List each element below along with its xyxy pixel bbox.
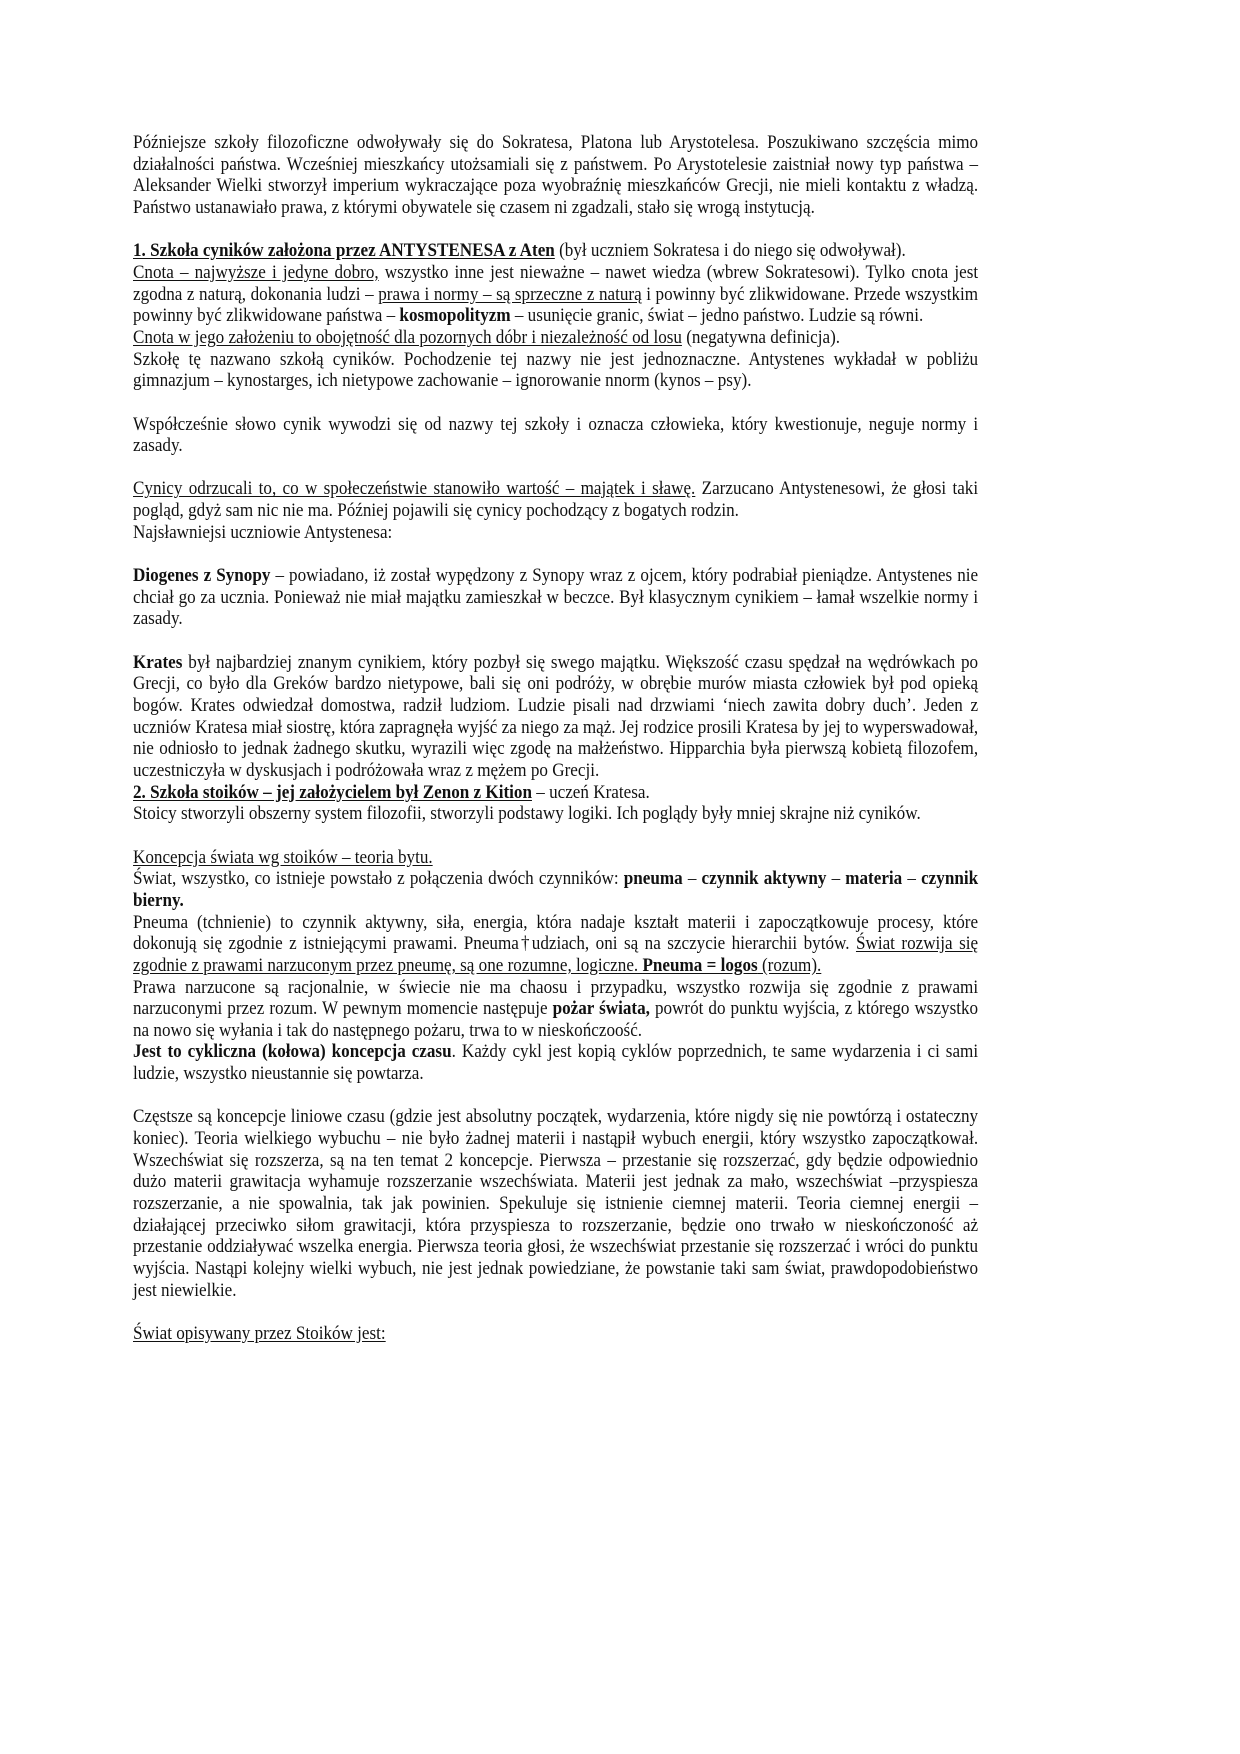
text-run: – powiadano, iż został wypędzony z Synopy wraz z ojcem, który podrabiał pieniądze. Antystenes nie chciał go za ucznia. Ponieważ nie miał majątku zamieszkał w beczce. Był klasycznym cynikiem – łamał wszelkie normy i zasady. [133,565,979,630]
text-run: – uczeń Kratesa. [531,781,650,803]
bold-text: Krates [133,651,183,673]
text-run: i powinny być zlikwidowane. Przede wszystkim powinny być zlikwidowane państwa – [133,283,979,327]
text-run: powrót do punktu wyjścia, z którego wszystko na nowo się wyłania i tak do następnego pożaru, trwa to w nieskończoość. [133,998,979,1041]
paragraph [133,565,978,630]
paragraph [133,522,978,544]
blank-line [133,543,978,565]
paragraph [133,262,978,327]
blank-line [133,630,978,652]
paragraph [133,782,978,804]
text-run: Stoicy stworzyli obszerny system filozofii, stworzyli podstawy logiki. Ich poglądy były mniej skrajne niż cyników. [133,803,921,825]
blank-line [133,457,978,479]
paragraph [133,349,978,392]
underlined-text: Cnota – najwyższe i jedyne dobro, [133,261,379,283]
paragraph [133,327,978,349]
text-run: . Każdy cykl jest kopią cyklów poprzednich, te same wydarzenia i ci sami ludzie, wszystko nieustannie się powtarza. [133,1041,979,1085]
bold-text: Jest to cykliczna (kołowa) koncepcja czasu [133,1041,452,1063]
paragraph [133,912,978,977]
text-run: – usunięcie granic, świat – jedno państwo. Ludzie są równi. [510,305,924,327]
underlined-text: Cnota w jego założeniu to obojętność dla pozornych dóbr i niezależność od losu [133,326,682,348]
blank-line [133,1301,978,1323]
text-run: Zarzucano Antystenesowi, że głosi taki pogląd, gdyż sam nic nie ma. Później pojawili się cynicy pochodzący z bogatych rodzin. [133,478,979,522]
paragraph [133,652,978,782]
bold-text: czynnik aktywny [701,868,827,890]
bold-text: Diogenes z Synopy [133,565,271,587]
text-run: (był uczniem Sokratesa i do niego się odwoływał). [554,240,906,262]
paragraph [133,1323,978,1345]
paragraph [133,1106,978,1301]
text-run: Późniejsze szkoły filozoficzne odwoływały się do Sokratesa, Platona lub Arystotelesa. Poszukiwano szczęścia mimo działalności państwa. Wcześniej mieszkańcy utożsamiali się z państwem. Po Arystotelesie zaistniał nowy typ państwa – Aleksander Wielki stworzył imperium wykraczające poza wyobraźnię mieszkańców Grecji, nie mieli kontaktu z władzą. Państwo ustanawiało prawa, z którymi obywatele się czasem ni zgadzali, stało się wrogą instytucją. [133,132,979,218]
bold-text: 1. Szkoła cyników założona przez ANTYSTENESA z Aten [133,240,555,262]
underlined-text: Cynicy odrzucali to, co w społeczeństwie stanowiło wartość – majątek i sławę. [133,478,696,500]
text-run: Najsławniejsi uczniowie Antystenesa: [133,521,393,543]
text-run: Pneuma (tchnienie) to czynnik aktywny, siła, energia, która nadaje kształt materii i zapoczątkowuje procesy, które dokonują się zgodnie z istniejącymi prawami. Pneuma†udziach, oni są na szczycie hierarchii bytów. [133,911,979,955]
text-run: Współcześnie słowo cynik wywodzi się od nazwy tej szkoły i oznacza człowieka, który kwestionuje, neguje normy i zasady. [133,413,979,457]
paragraph [133,803,978,825]
underlined-text: prawa i normy – są sprzeczne z naturą [378,283,642,305]
blank-line [133,219,978,241]
paragraph [133,414,978,457]
paragraph [133,977,978,1042]
text-run: Szkołę tę nazwano szkołą cyników. Pochodzenie tej nazwy nie jest jednoznaczne. Antystenes wykładał w pobliżu gimnazjum – kynostarges, ich nietypowe zachowanie – ignorowanie nnorm (kynos – psy). [133,348,979,392]
text-run: wszystko inne jest nieważne – nawet wiedza (wbrew Sokratesowi). Tylko cnota jest zgodna z naturą, dokonania ludzi – [133,261,979,305]
paragraph [133,240,978,262]
underlined-text: Świat rozwija się zgodnie z prawami narzuconym przez pneumę, są one rozumne, logiczne. [133,933,979,976]
document-page [133,132,978,1345]
paragraph [133,868,978,911]
bold-text: pneuma [623,868,683,890]
paragraph [133,478,978,521]
text-run: (negatywna definicja). [681,326,841,348]
bold-text: Pneuma = logos [642,954,758,976]
blank-line [133,825,978,847]
text-run: był najbardziej znanym cynikiem, który pozbył się swego majątku. Większość czasu spędzał na wędrówkach po Grecji, co było dla Greków bardzo nietypowe, bali się oni podróży, w obrębie murów miasta człowiek był pod opieką bogów. Krates odwiedzał domostwa, radził ludziom. Ludzie pisali nad drzwiami ‘niech zawita dobry duch’. Jeden z uczniów Kratesa miał siostrę, która zapragnęła wyjść za niego za mąż. Jej rodzice prosili Kratesa by jej to wyperswadował, nie odniosło to jednak żadnego skutku, wyrazili więc zgodę na małżeństwo. Hipparchia była pierwszą kobietą filozofem, uczestniczyła w dyskusjach i podróżowała wraz z mężem po Grecji. [133,651,979,781]
text-run: Świat, wszystko, co istnieje powstało z połączenia dwóch czynników: [133,868,624,890]
text-run: Częstsze są koncepcje liniowe czasu (gdzie jest absolutny początek, wydarzenia, które nigdy się nie powtórzą i ostateczny koniec). Teoria wielkiego wybuchu – nie było żadnej materii i nastąpił wybuch energii, który wszystko zapoczątkował. Wszechświat się rozszerza, są na ten temat 2 koncepcje. Pierwsza – przestanie się rozszerzać, gdy będzie odpowiednio dużo materii grawitacja wyhamuje rozszerzanie wszechświata. Materii jest jednak za mało, wszechświat –przyspiesza rozszerzanie, a nie spowalnia, tak jak powinien. Spekuluje się istnienie ciemnej materii. Teoria ciemnej energii – działającej przeciwko siłom grawitacji, która przyspiesza to rozszerzanie, będzie ono trwało w nieskończoność aż przestanie oddziaływać wszelka energia. Pierwsza teoria głosi, że wszechświat przestanie się rozszerzać i wróci do punktu wyjścia. Nastąpi kolejny wielki wybuch, nie jest jednak powiedziane, że powstanie taki sam świat, prawdopodobieństwo jest niewielkie. [133,1106,979,1301]
text-run: – [902,868,922,890]
bold-text: 2. Szkoła stoików – jej założycielem był Zenon z Kition [133,781,532,803]
underlined-text: Koncepcja świata wg stoików – teoria bytu. [133,846,433,868]
bold-text: pożar świata, [552,998,650,1020]
bold-text: kosmopolityzm [399,305,511,327]
text-run: Prawa narzucone są racjonalnie, w świecie nie ma chaosu i przypadku, wszystko rozwija się zgodnie z prawami narzuconymi przez rozum. W pewnym momencie następuje [133,976,979,1020]
underlined-text: (rozum). [757,954,822,976]
paragraph [133,1041,978,1084]
text-run: – [826,868,846,890]
blank-line [133,1085,978,1107]
blank-line [133,392,978,414]
bold-text: materia [845,868,903,890]
paragraph [133,847,978,869]
text-run: – [682,868,702,890]
paragraph [133,132,978,219]
bold-text: czynnik bierny. [133,868,979,911]
underlined-text: Świat opisywany przez Stoików jest: [133,1322,386,1344]
